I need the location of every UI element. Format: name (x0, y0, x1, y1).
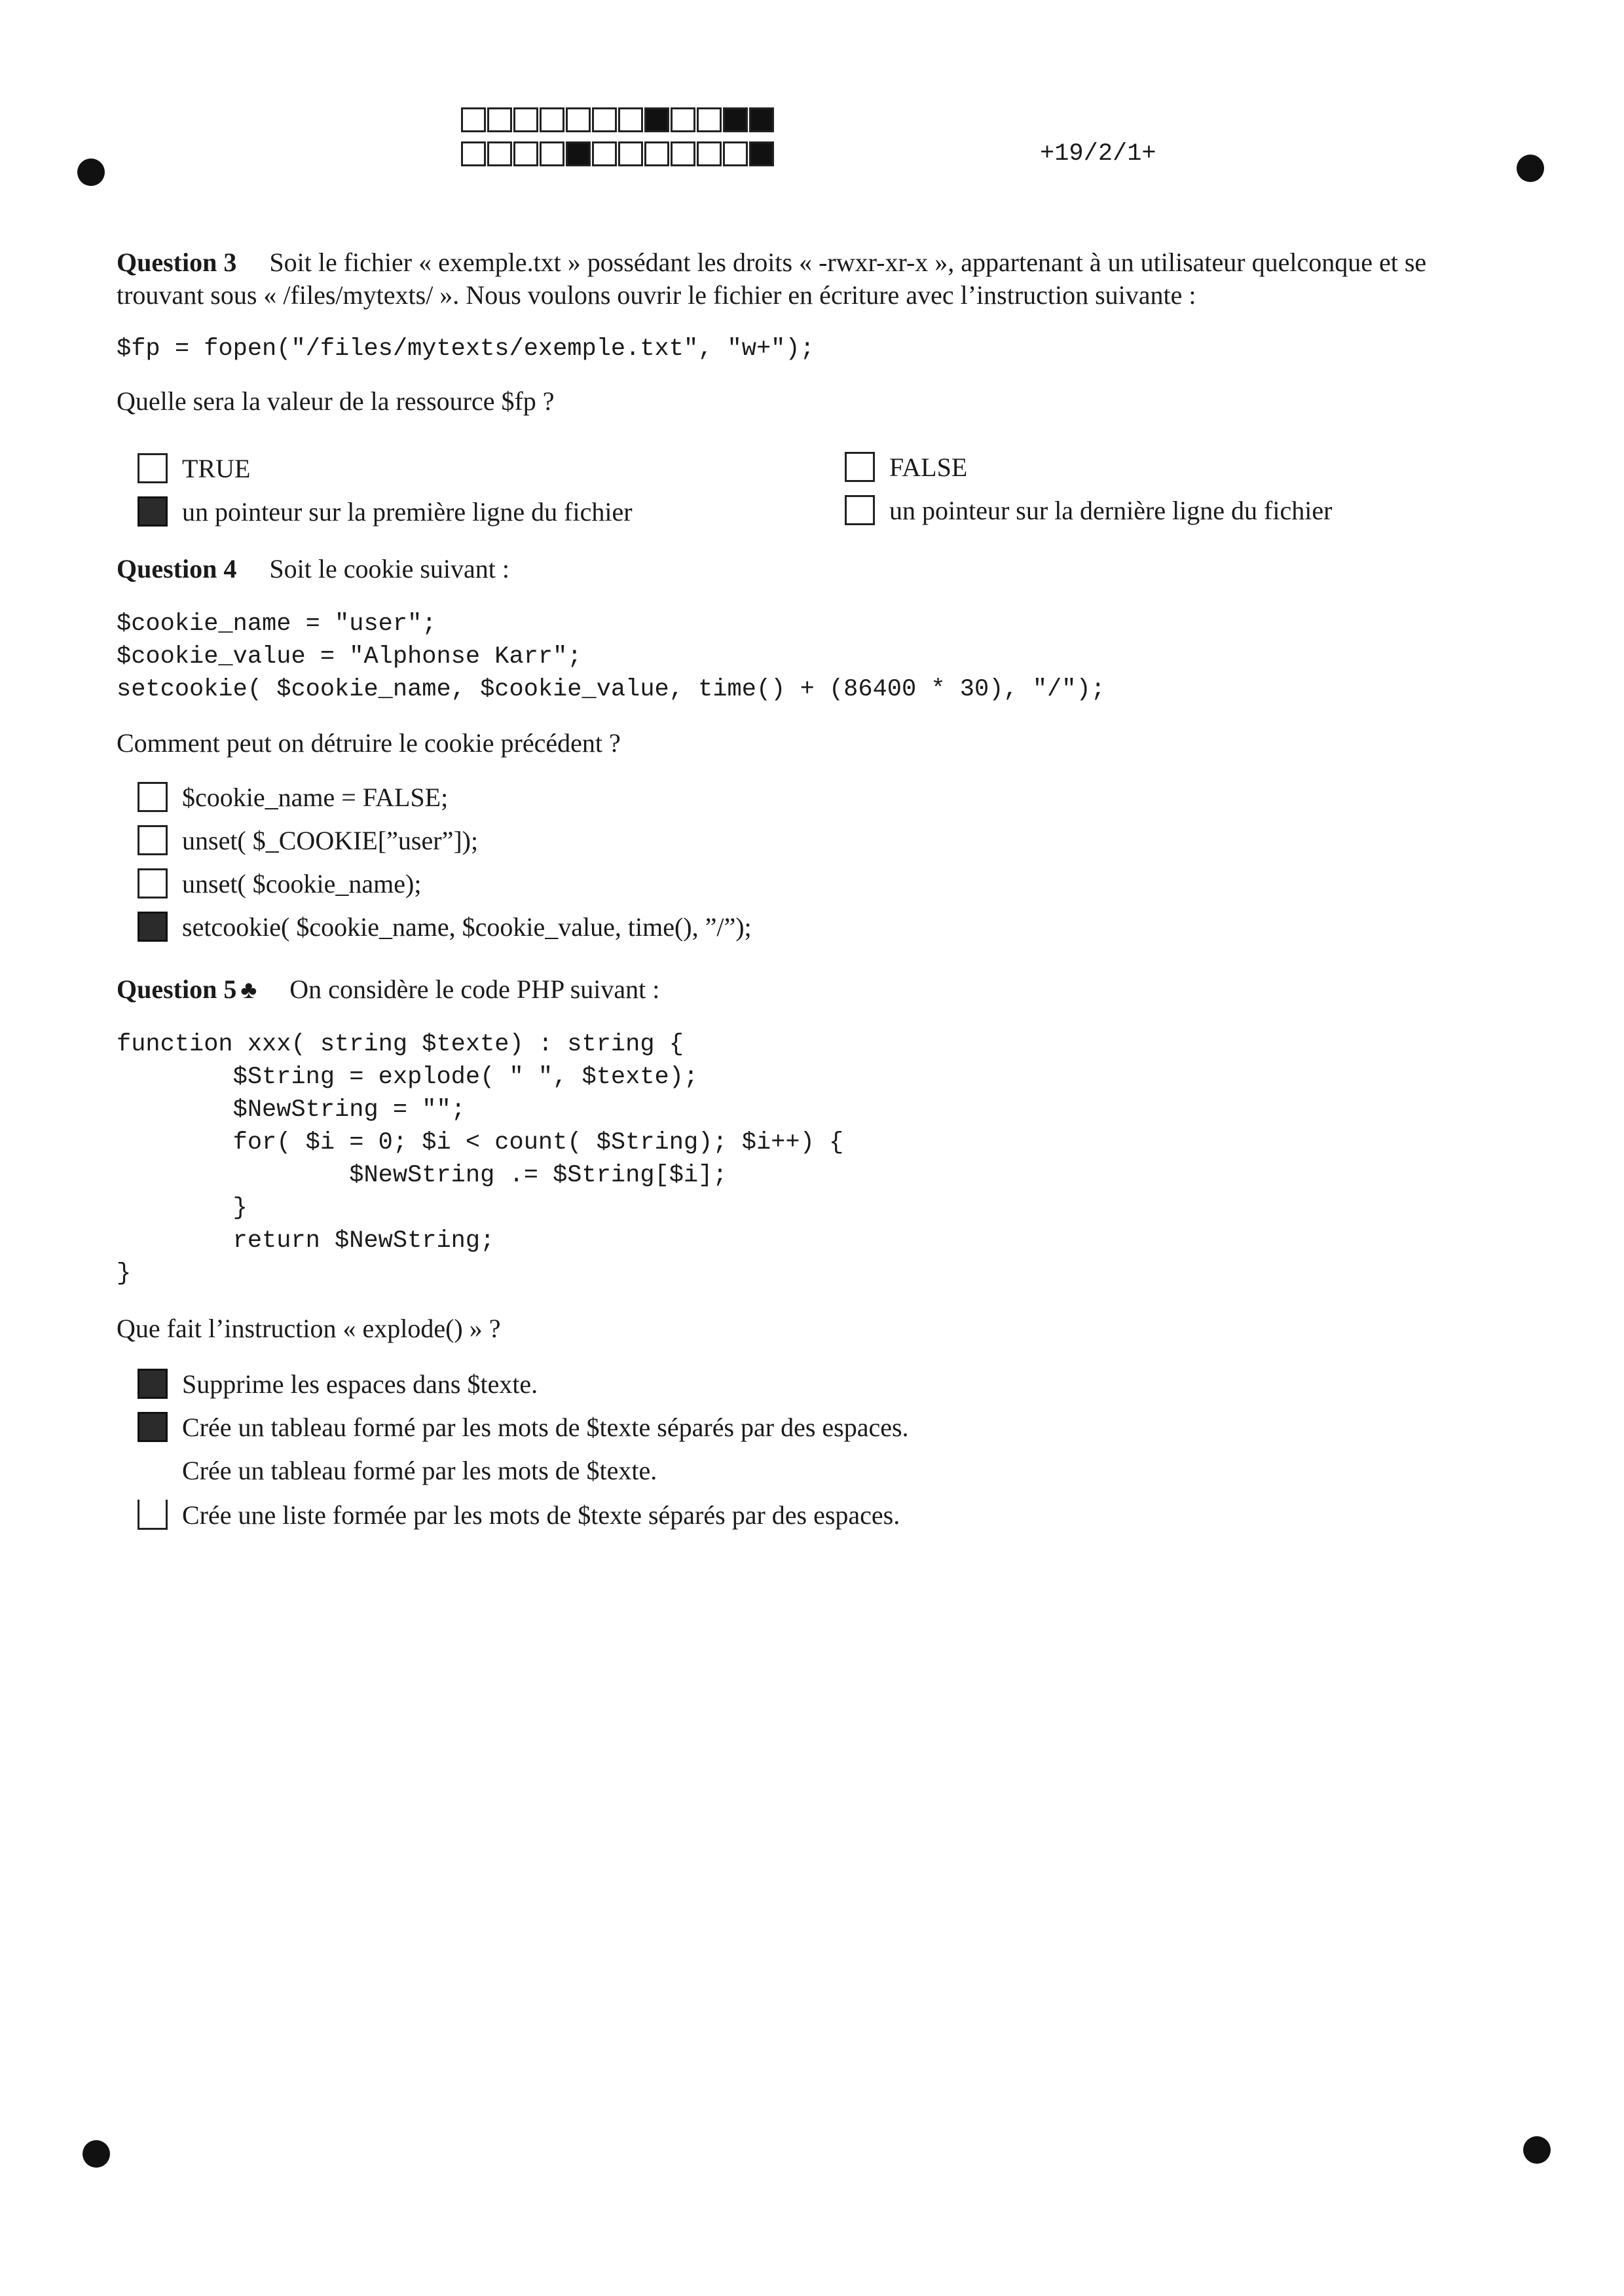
question-number: Question 3 (117, 248, 237, 277)
checkbox[interactable] (138, 1500, 168, 1530)
id-box-empty (697, 107, 722, 132)
id-box-empty (540, 107, 564, 132)
option-label: Supprime les espaces dans $texte. (182, 1369, 538, 1399)
option-label: Crée un tableau formé par les mots de $texte séparés par des espaces. (182, 1412, 909, 1442)
id-box-filled (723, 107, 748, 132)
checkbox[interactable] (138, 453, 168, 483)
checkbox[interactable] (845, 452, 875, 482)
option-label: FALSE (889, 452, 968, 482)
q5-option-3[interactable] (138, 1454, 657, 1487)
id-box-empty (592, 107, 617, 132)
id-code-row-1 (461, 107, 775, 132)
q4-option-3[interactable] (138, 867, 421, 900)
id-box-filled (749, 141, 774, 166)
checkbox[interactable] (845, 495, 875, 525)
id-box-filled (749, 107, 774, 132)
q4-option-1[interactable] (138, 781, 448, 813)
id-box-empty (618, 107, 643, 132)
question-5 (117, 973, 1518, 1007)
registration-mark-top-left (77, 158, 105, 186)
q4-option-4[interactable] (138, 910, 752, 943)
id-box-filled (566, 141, 591, 166)
id-box-empty (513, 141, 538, 166)
id-box-empty (487, 107, 512, 132)
page-id: +19/2/1+ (1040, 140, 1156, 168)
checkbox[interactable] (138, 782, 168, 812)
q5-option-2[interactable] (138, 1411, 909, 1443)
registration-mark-bottom-left (83, 2140, 110, 2168)
q3-option-1[interactable] (138, 452, 250, 485)
id-box-empty (618, 141, 643, 166)
checkbox[interactable] (138, 1455, 168, 1485)
option-label: setcookie( $cookie_name, $cookie_value, time(), ”/”); (182, 912, 752, 942)
option-label: unset( $cookie_name); (182, 868, 422, 898)
code-block-q4: $cookie_name = "user"; $cookie_value = "Alphonse Karr"; setcookie( $cookie_name, $cookie_value, time() + (86400 * 30), "/"); (117, 610, 1105, 703)
id-box-empty (461, 141, 486, 166)
checkbox[interactable] (138, 496, 168, 527)
q3-option-2[interactable] (845, 451, 967, 483)
prompt-q4: Comment peut on détruire le cookie précédent ? (117, 728, 621, 758)
option-label: Crée une liste formée par les mots de $texte séparés par des espaces. (182, 1500, 900, 1530)
registration-mark-bottom-right (1523, 2136, 1551, 2164)
id-box-empty (540, 141, 564, 166)
question-text: Soit le fichier « exemple.txt » possédant les droits « -rwxr-xr-x », appartenant à un utilisateur quelconque et se trouvant sous « /files/mytexts/ ». Nous voulons ouvrir le fichier en écriture avec l’instruction suivante : (117, 248, 1427, 310)
option-label: TRUE (182, 453, 251, 483)
q3-option-4[interactable] (845, 494, 1332, 527)
option-label: un pointeur sur la dernière ligne du fichier (889, 495, 1333, 525)
q4-option-2[interactable] (138, 824, 478, 857)
id-box-empty (671, 107, 695, 132)
q3-option-3[interactable] (138, 495, 633, 528)
id-box-empty (513, 107, 538, 132)
checkbox[interactable] (138, 868, 168, 898)
option-label: $cookie_name = FALSE; (182, 782, 449, 812)
question-number: Question 4 (117, 554, 237, 583)
question-3 (117, 246, 1518, 312)
prompt-q3: Quelle sera la valeur de la ressource $fp ? (117, 386, 555, 416)
id-box-empty (723, 141, 748, 166)
id-box-empty (461, 107, 486, 132)
question-text: Soit le cookie suivant : (269, 554, 509, 583)
code-block-q3: $fp = fopen("/files/mytexts/exemple.txt", "w+"); (117, 335, 815, 363)
id-box-filled (644, 107, 669, 132)
id-box-empty (592, 141, 617, 166)
question-text: On considère le code PHP suivant : (289, 974, 660, 1004)
club-icon: ♣ (240, 976, 257, 1004)
id-box-empty (566, 107, 591, 132)
q5-option-4[interactable] (138, 1498, 900, 1531)
option-label: Crée un tableau formé par les mots de $texte. (182, 1455, 657, 1485)
checkbox[interactable] (138, 1369, 168, 1399)
checkbox[interactable] (138, 1412, 168, 1442)
option-label: un pointeur sur la première ligne du fichier (182, 496, 633, 527)
option-label: unset( $_COOKIE[”user”]); (182, 825, 479, 855)
registration-mark-top-right (1517, 155, 1544, 182)
id-box-empty (644, 141, 669, 166)
checkbox[interactable] (138, 825, 168, 855)
id-box-empty (697, 141, 722, 166)
id-box-empty (671, 141, 695, 166)
question-number: Question 5 (117, 974, 237, 1004)
question-4 (117, 553, 1518, 585)
prompt-q5: Que fait l’instruction « explode() » ? (117, 1314, 501, 1343)
id-box-empty (487, 141, 512, 166)
checkbox[interactable] (138, 912, 168, 942)
id-code-row-2 (461, 141, 775, 166)
q5-option-1[interactable] (138, 1367, 538, 1400)
code-block-q5: function xxx( string $texte) : string { $String = explode( " ", $texte); $NewString = ""; for( $i = 0; $i < count( $String); $i++) { $NewString .= $String[$i]; } return $NewString; } (117, 1031, 844, 1287)
